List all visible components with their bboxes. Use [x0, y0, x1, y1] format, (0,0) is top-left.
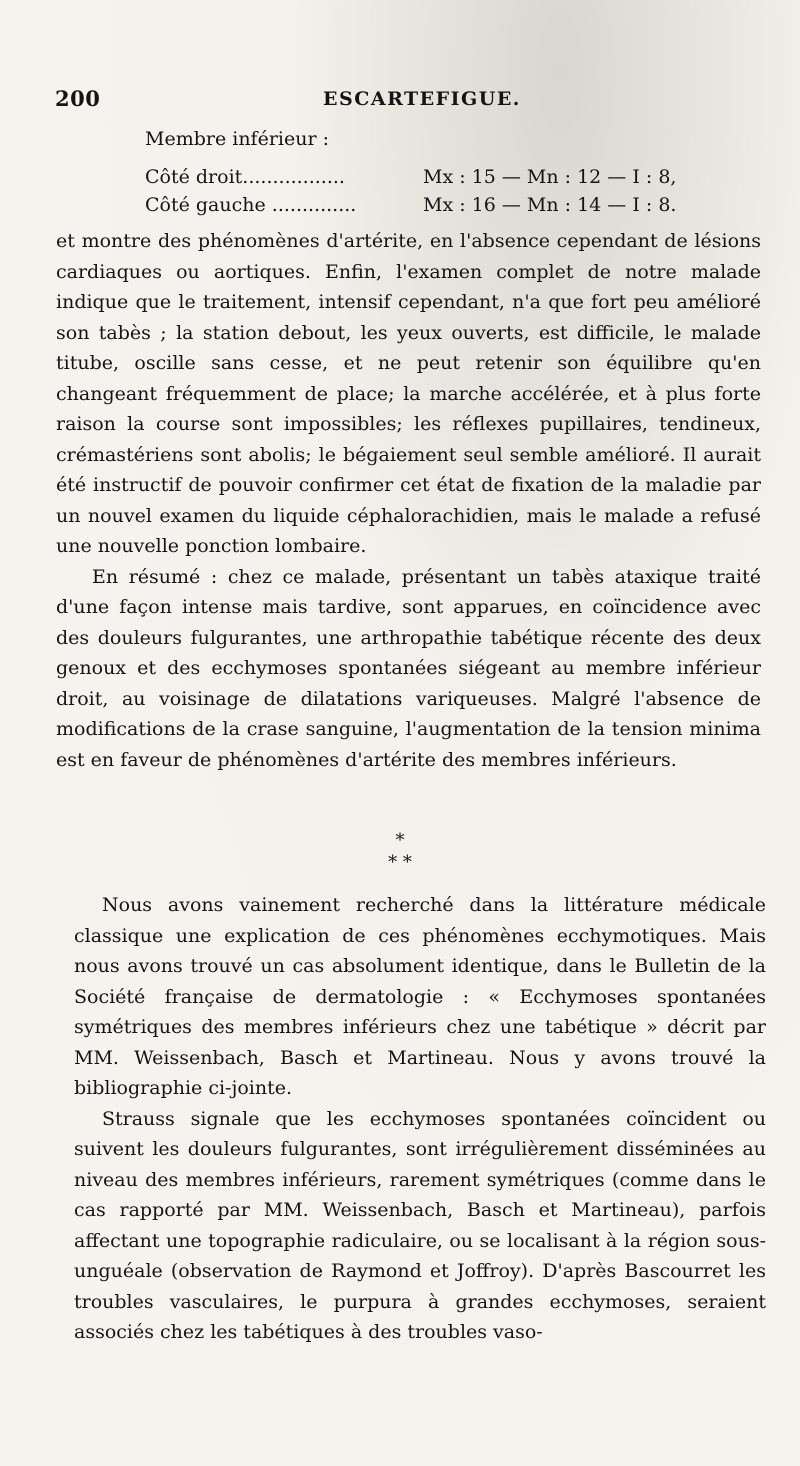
measurement-row-right — [145, 166, 705, 194]
measurement-side: Côté gauche .............. — [145, 194, 357, 216]
measurements-heading: Membre inférieur : — [145, 128, 329, 150]
measurement-values: Mx : 15 — Mn : 12 — I : 8, — [423, 166, 677, 188]
section-separator-asterism — [370, 830, 430, 874]
paragraph-summary: En résumé : chez ce malade, présentant un tabès ataxique traité d'une façon intense mais tardive, sont apparues, en coïncidence avec des douleurs fulgurantes, une arthropathie tabétique récente des deux genoux et des ecchymoses spontanées siégeant au membre inférieur droit, au voisinage de dilatations variqueuses. Malgré l'absence de modifications de la crase sanguine, l'augmentation de la tension minima est en faveur de phénomènes d'artérite des membres inférieurs. — [56, 565, 761, 771]
paragraph-continuation: et montre des phénomènes d'artérite, en l'absence cependant de lésions cardiaques ou aortiques. Enfin, l'examen complet de notre malade indique que le traitement, intensif cependant, n'a que fort peu amélioré son tabès ; la station debout, les yeux ouverts, est difficile, le malade titube, oscille sans cesse, et ne peut retenir son équilibre qu'en changeant fréquemment de place; la marche accélérée, et à plus forte raison la course sont impossibles; les réflexes pupillaires, tendineux, crémastériens sont abolis; le bégaiement seul semble amélioré. Il aurait été instructif de pouvoir confirmer cet état de fixation de la maladie par un nouvel examen du liquide céphalorachidien, mais le malade a refusé une nouvelle ponction lombaire. — [56, 230, 761, 557]
page-header — [55, 86, 765, 116]
body-text-upper — [56, 226, 761, 775]
tension-measurements — [145, 128, 705, 222]
asterism-top: * — [395, 830, 405, 851]
measurement-row-left — [145, 194, 705, 222]
paragraph-strauss: Strauss signale que les ecchymoses spontanées coïncident ou suivent les douleurs fulgurantes, sont irrégulièrement disséminées au niveau des membres inférieurs, rarement symétriques (comme dans le cas rapporté par MM. Weissenbach, Basch et Martineau), parfois affectant une topographie radiculaire, ou se localisant à la région sous-unguéale (observation de Raymond et Joffroy). D'après Bascourret les troubles vasculaires, le purpura à grandes ecchymoses, seraient associés chez les tabétiques à des troubles vaso- — [74, 1107, 766, 1343]
body-text-lower — [74, 890, 766, 1348]
running-title: ESCARTEFIGUE. — [323, 88, 521, 110]
page-number: 200 — [55, 86, 101, 111]
asterism-bottom: * * — [388, 852, 412, 873]
paragraph-literature: Nous avons vainement recherché dans la littérature médicale classique une explication de ces phénomènes ecchymotiques. Mais nous avons trouvé un cas absolument identique, dans le Bulletin de la Société française de dermatologie : « Ecchymoses spontanées symétriques des membres inférieurs chez une tabétique » décrit par MM. Weissenbach, Basch et Martineau. Nous y avons trouvé la bibliographie ci-jointe. — [74, 894, 766, 1099]
measurement-side: Côté droit................. — [145, 166, 345, 188]
measurement-values: Mx : 16 — Mn : 14 — I : 8. — [423, 194, 677, 216]
